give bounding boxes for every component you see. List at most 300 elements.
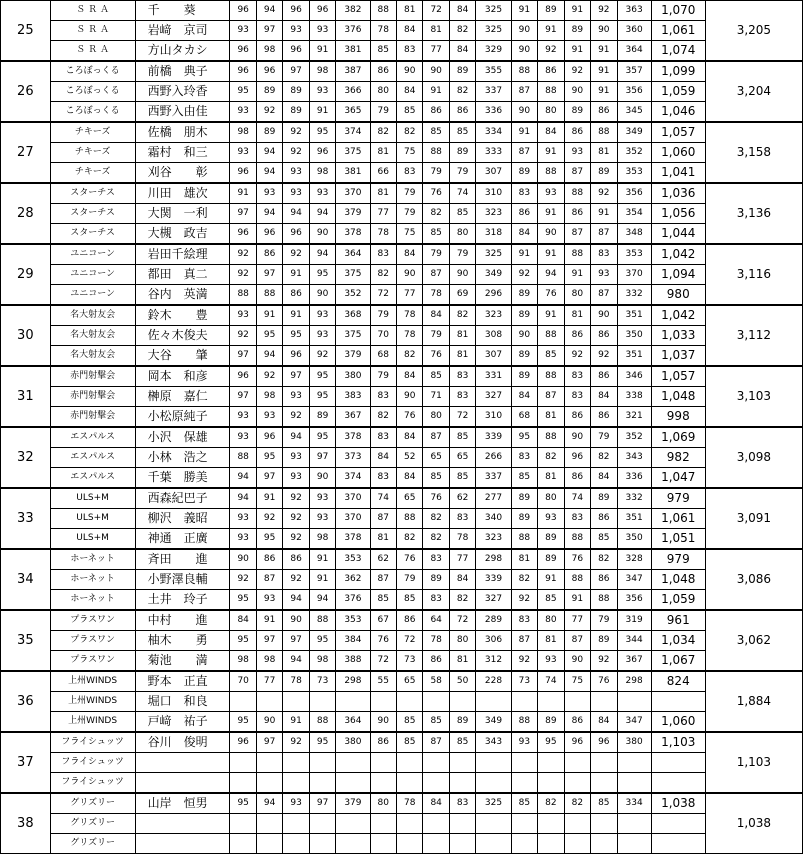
individual-total-cell: 1,103	[651, 732, 705, 753]
table-row	[1, 204, 803, 224]
score-cell: 91	[511, 244, 537, 265]
score-cell: 90	[396, 265, 422, 285]
score-cell: 85	[370, 41, 396, 62]
subtotal-cell: 328	[617, 549, 651, 570]
individual-total-cell: 1,036	[651, 183, 705, 204]
score-cell: 82	[564, 793, 590, 814]
shooter-name-cell: 小林 浩之	[135, 448, 230, 468]
table-row	[1, 610, 803, 631]
subtotal-cell: 307	[476, 346, 511, 367]
score-cell: 94	[256, 346, 282, 367]
score-cell: 89	[256, 122, 282, 143]
subtotal-cell: 339	[476, 570, 511, 590]
score-cell: 84	[370, 448, 396, 468]
subtotal-cell: 340	[476, 509, 511, 529]
score-cell: 74	[564, 488, 590, 509]
individual-total-cell	[651, 773, 705, 794]
score-cell: 93	[283, 21, 309, 41]
score-cell: 86	[564, 122, 590, 143]
score-cell: 85	[396, 732, 422, 753]
score-cell: 94	[283, 427, 309, 448]
score-cell: 86	[256, 549, 282, 570]
score-cell: 96	[283, 224, 309, 245]
shooter-name-cell	[135, 834, 230, 854]
individual-total-cell: 979	[651, 549, 705, 570]
score-cell: 73	[309, 671, 335, 692]
score-cell: 76	[538, 285, 564, 306]
team-total-cell: 3,204	[705, 61, 802, 122]
score-cell: 82	[370, 265, 396, 285]
score-cell: 91	[230, 183, 256, 204]
team-total-cell: 3,112	[705, 305, 802, 366]
team-cell: エスパルス	[50, 468, 135, 489]
score-cell: 89	[538, 1, 564, 21]
score-cell: 81	[423, 21, 449, 41]
score-cell: 72	[449, 610, 475, 631]
score-cell: 86	[591, 407, 617, 428]
table-row	[1, 793, 803, 814]
table-row	[1, 712, 803, 733]
score-cell: 84	[423, 793, 449, 814]
score-cell: 97	[283, 631, 309, 651]
score-cell: 97	[256, 468, 282, 489]
score-cell: 88	[591, 122, 617, 143]
score-cell: 95	[230, 590, 256, 611]
subtotal-cell	[617, 773, 651, 794]
score-cell: 84	[396, 244, 422, 265]
score-cell: 94	[309, 590, 335, 611]
score-cell: 85	[449, 468, 475, 489]
score-cell: 97	[256, 21, 282, 41]
score-cell: 91	[283, 712, 309, 733]
table-row	[1, 224, 803, 245]
score-cell	[396, 692, 422, 712]
score-cell: 77	[396, 285, 422, 306]
score-cell: 82	[511, 570, 537, 590]
score-cell: 86	[564, 204, 590, 224]
subtotal-cell: 384	[336, 631, 370, 651]
score-cell: 96	[230, 732, 256, 753]
team-cell: 名大射友会	[50, 305, 135, 326]
score-cell: 75	[396, 143, 422, 163]
score-cell: 83	[564, 366, 590, 387]
individual-total-cell: 1,048	[651, 387, 705, 407]
score-cell: 91	[564, 265, 590, 285]
shooter-name-cell: 前橋 典子	[135, 61, 230, 82]
team-cell: ホーネット	[50, 549, 135, 570]
score-cell: 87	[564, 163, 590, 184]
score-cell: 80	[538, 610, 564, 631]
score-cell: 89	[591, 163, 617, 184]
team-cell: グリズリー	[50, 814, 135, 834]
score-cell: 92	[283, 570, 309, 590]
score-cell	[423, 692, 449, 712]
shooter-name-cell: 榊原 嘉仁	[135, 387, 230, 407]
score-cell: 82	[370, 407, 396, 428]
subtotal-cell: 362	[336, 570, 370, 590]
score-cell: 89	[423, 570, 449, 590]
subtotal-cell: 318	[476, 224, 511, 245]
score-cell: 89	[564, 102, 590, 123]
score-cell: 72	[396, 631, 422, 651]
score-cell: 62	[449, 488, 475, 509]
individual-total-cell: 1,061	[651, 21, 705, 41]
score-cell: 92	[256, 366, 282, 387]
rank-cell: 27	[1, 122, 51, 183]
subtotal-cell: 338	[617, 387, 651, 407]
table-row	[1, 244, 803, 265]
score-cell	[309, 814, 335, 834]
score-cell: 90	[396, 61, 422, 82]
score-cell: 97	[256, 265, 282, 285]
score-cell: 93	[309, 305, 335, 326]
score-cell	[256, 814, 282, 834]
score-cell: 95	[309, 265, 335, 285]
team-cell: ULS+M	[50, 488, 135, 509]
score-cell	[564, 753, 590, 773]
score-cell: 93	[538, 183, 564, 204]
score-cell: 96	[256, 61, 282, 82]
team-cell: ころぼっくる	[50, 61, 135, 82]
table-row	[1, 427, 803, 448]
subtotal-cell: 360	[617, 21, 651, 41]
score-cell	[423, 773, 449, 794]
individual-total-cell: 1,044	[651, 224, 705, 245]
subtotal-cell: 370	[336, 488, 370, 509]
rank-cell: 36	[1, 671, 51, 732]
score-cell: 88	[230, 285, 256, 306]
score-cell: 74	[449, 183, 475, 204]
score-cell: 90	[230, 549, 256, 570]
score-cell: 83	[423, 590, 449, 611]
score-cell: 92	[283, 732, 309, 753]
team-cell: エスパルス	[50, 448, 135, 468]
score-cell: 93	[230, 21, 256, 41]
score-cell: 70	[230, 671, 256, 692]
score-cell: 91	[591, 204, 617, 224]
score-cell: 88	[538, 163, 564, 184]
score-cell: 88	[538, 427, 564, 448]
subtotal-cell: 353	[336, 610, 370, 631]
score-cell: 95	[256, 448, 282, 468]
score-cell: 72	[423, 1, 449, 21]
table-row	[1, 163, 803, 184]
subtotal-cell: 354	[617, 204, 651, 224]
rank-cell: 29	[1, 244, 51, 305]
score-cell: 92	[283, 509, 309, 529]
score-cell: 95	[283, 326, 309, 346]
team-total-cell: 3,205	[705, 1, 802, 62]
shooter-name-cell: 中村 進	[135, 610, 230, 631]
score-cell: 94	[283, 204, 309, 224]
score-cell: 92	[538, 41, 564, 62]
score-cell: 91	[564, 1, 590, 21]
team-total-cell: 3,158	[705, 122, 802, 183]
score-cell: 90	[370, 712, 396, 733]
score-cell: 84	[538, 122, 564, 143]
score-cell: 98	[256, 651, 282, 672]
subtotal-cell: 310	[476, 183, 511, 204]
score-cell: 82	[538, 793, 564, 814]
score-cell: 86	[423, 102, 449, 123]
table-row	[1, 529, 803, 550]
table-row	[1, 82, 803, 102]
score-cell: 75	[564, 671, 590, 692]
subtotal-cell: 388	[336, 651, 370, 672]
score-cell: 96	[591, 732, 617, 753]
shooter-name-cell: 霜村 和三	[135, 143, 230, 163]
subtotal-cell	[476, 814, 511, 834]
score-cell: 65	[449, 448, 475, 468]
score-cell	[449, 773, 475, 794]
score-cell: 88	[309, 712, 335, 733]
score-cell: 80	[370, 793, 396, 814]
subtotal-cell: 327	[476, 387, 511, 407]
subtotal-cell: 352	[617, 427, 651, 448]
subtotal-cell	[336, 773, 370, 794]
score-cell: 88	[396, 509, 422, 529]
score-cell	[309, 692, 335, 712]
score-cell: 96	[230, 366, 256, 387]
score-cell	[564, 814, 590, 834]
score-cell: 91	[309, 102, 335, 123]
score-cell: 83	[564, 387, 590, 407]
table-row	[1, 468, 803, 489]
score-cell: 86	[591, 570, 617, 590]
score-cell: 82	[591, 448, 617, 468]
score-cell: 91	[309, 41, 335, 62]
score-cell: 86	[511, 204, 537, 224]
table-row	[1, 753, 803, 773]
subtotal-cell: 379	[336, 346, 370, 367]
score-cell: 83	[511, 448, 537, 468]
score-cell: 93	[283, 468, 309, 489]
score-cell: 88	[309, 610, 335, 631]
score-cell: 83	[449, 793, 475, 814]
score-cell: 96	[283, 41, 309, 62]
score-cell: 88	[256, 285, 282, 306]
score-cell: 97	[230, 387, 256, 407]
score-cell: 91	[538, 305, 564, 326]
table-row	[1, 448, 803, 468]
score-cell: 97	[283, 366, 309, 387]
score-cell: 89	[538, 712, 564, 733]
score-cell: 70	[370, 326, 396, 346]
table-row	[1, 488, 803, 509]
score-cell: 92	[591, 651, 617, 672]
score-cell: 98	[230, 651, 256, 672]
score-cell: 85	[396, 590, 422, 611]
individual-total-cell: 1,094	[651, 265, 705, 285]
score-cell: 90	[511, 41, 537, 62]
score-cell: 91	[564, 41, 590, 62]
score-cell: 91	[538, 204, 564, 224]
score-cell: 86	[591, 326, 617, 346]
shooter-name-cell: 川田 雄次	[135, 183, 230, 204]
table-row	[1, 692, 803, 712]
score-cell: 68	[511, 407, 537, 428]
subtotal-cell: 333	[476, 143, 511, 163]
score-cell: 78	[423, 631, 449, 651]
subtotal-cell: 337	[476, 82, 511, 102]
score-cell	[370, 773, 396, 794]
score-cell: 92	[283, 244, 309, 265]
subtotal-cell: 375	[336, 326, 370, 346]
team-cell: チキーズ	[50, 163, 135, 184]
score-cell: 93	[230, 529, 256, 550]
subtotal-cell: 375	[336, 143, 370, 163]
score-cell: 65	[423, 448, 449, 468]
score-cell: 91	[423, 82, 449, 102]
score-cell: 93	[309, 183, 335, 204]
subtotal-cell	[476, 773, 511, 794]
rank-cell: 25	[1, 1, 51, 62]
score-cell	[538, 773, 564, 794]
team-total-cell: 3,091	[705, 488, 802, 549]
shooter-name-cell: 岡本 和彦	[135, 366, 230, 387]
team-cell: 赤門射撃会	[50, 407, 135, 428]
score-cell: 83	[396, 163, 422, 184]
score-cell: 88	[511, 712, 537, 733]
score-cell: 80	[564, 285, 590, 306]
subtotal-cell: 356	[617, 590, 651, 611]
team-cell: Ｓ Ｒ Ａ	[50, 21, 135, 41]
score-cell: 92	[591, 346, 617, 367]
subtotal-cell: 228	[476, 671, 511, 692]
score-cell: 75	[396, 224, 422, 245]
score-cell: 91	[538, 21, 564, 41]
subtotal-cell: 310	[476, 407, 511, 428]
score-cell: 50	[449, 671, 475, 692]
score-cell: 85	[449, 204, 475, 224]
score-cell	[309, 773, 335, 794]
score-cell: 85	[591, 529, 617, 550]
score-cell: 89	[256, 82, 282, 102]
individual-total-cell: 824	[651, 671, 705, 692]
score-cell	[538, 753, 564, 773]
individual-total-cell: 1,067	[651, 651, 705, 672]
score-cell: 92	[230, 265, 256, 285]
subtotal-cell: 334	[617, 793, 651, 814]
score-cell	[591, 692, 617, 712]
score-cell: 84	[449, 570, 475, 590]
subtotal-cell: 364	[336, 712, 370, 733]
score-cell: 91	[256, 305, 282, 326]
score-cell	[283, 834, 309, 854]
score-cell: 92	[591, 1, 617, 21]
score-cell: 90	[564, 651, 590, 672]
table-row	[1, 285, 803, 306]
score-cell: 77	[370, 204, 396, 224]
score-cell: 79	[396, 570, 422, 590]
subtotal-cell: 352	[336, 285, 370, 306]
score-cell: 83	[423, 549, 449, 570]
shooter-name-cell: 斉田 進	[135, 549, 230, 570]
subtotal-cell: 349	[476, 265, 511, 285]
score-cell: 81	[538, 631, 564, 651]
score-cell: 73	[396, 651, 422, 672]
score-cell: 80	[370, 82, 396, 102]
team-cell: ころぼっくる	[50, 82, 135, 102]
score-cell	[449, 814, 475, 834]
score-cell: 79	[423, 163, 449, 184]
score-cell: 85	[423, 122, 449, 143]
score-cell: 89	[511, 509, 537, 529]
score-cell: 95	[256, 326, 282, 346]
score-cell	[591, 753, 617, 773]
score-cell	[370, 692, 396, 712]
score-cell: 92	[283, 488, 309, 509]
subtotal-cell	[476, 692, 511, 712]
score-cell: 89	[511, 305, 537, 326]
score-cell: 81	[449, 651, 475, 672]
score-cell: 85	[396, 102, 422, 123]
score-cell: 83	[564, 509, 590, 529]
score-cell	[449, 834, 475, 854]
score-cell	[283, 814, 309, 834]
team-cell: プラスワン	[50, 610, 135, 631]
shooter-name-cell: 大槻 政吉	[135, 224, 230, 245]
subtotal-cell	[617, 814, 651, 834]
score-cell: 76	[396, 549, 422, 570]
shooter-name-cell: 小沢 保雄	[135, 427, 230, 448]
score-cell: 77	[423, 41, 449, 62]
shooter-name-cell: 佐々木俊夫	[135, 326, 230, 346]
score-cell	[538, 692, 564, 712]
score-cell: 76	[423, 183, 449, 204]
score-cell: 88	[564, 529, 590, 550]
score-cell: 81	[449, 346, 475, 367]
score-cell: 69	[449, 285, 475, 306]
score-cell: 82	[370, 122, 396, 143]
subtotal-cell: 345	[617, 102, 651, 123]
team-total-cell: 3,116	[705, 244, 802, 305]
subtotal-cell: 363	[617, 1, 651, 21]
score-cell: 89	[309, 407, 335, 428]
subtotal-cell: 337	[476, 468, 511, 489]
score-cell: 91	[309, 570, 335, 590]
table-row	[1, 21, 803, 41]
individual-total-cell: 961	[651, 610, 705, 631]
shooter-name-cell: 土井 玲子	[135, 590, 230, 611]
score-cell: 91	[511, 122, 537, 143]
score-cell: 93	[230, 509, 256, 529]
score-cell: 93	[230, 102, 256, 123]
score-cell: 91	[511, 1, 537, 21]
subtotal-cell: 349	[617, 122, 651, 143]
score-cell: 96	[256, 224, 282, 245]
team-cell: 赤門射撃会	[50, 387, 135, 407]
table-row	[1, 366, 803, 387]
score-cell: 90	[511, 102, 537, 123]
score-cell: 96	[256, 427, 282, 448]
score-cell: 87	[564, 631, 590, 651]
score-cell: 87	[591, 285, 617, 306]
score-cell: 87	[511, 143, 537, 163]
individual-total-cell	[651, 814, 705, 834]
score-cell: 96	[309, 143, 335, 163]
score-cell: 86	[591, 102, 617, 123]
score-cell	[230, 692, 256, 712]
individual-total-cell: 979	[651, 488, 705, 509]
score-cell: 83	[449, 387, 475, 407]
shooter-name-cell: 西野入玲香	[135, 82, 230, 102]
individual-total-cell: 1,057	[651, 122, 705, 143]
score-cell: 91	[591, 82, 617, 102]
individual-total-cell	[651, 753, 705, 773]
shooter-name-cell: 野本 正直	[135, 671, 230, 692]
score-cell: 84	[396, 427, 422, 448]
